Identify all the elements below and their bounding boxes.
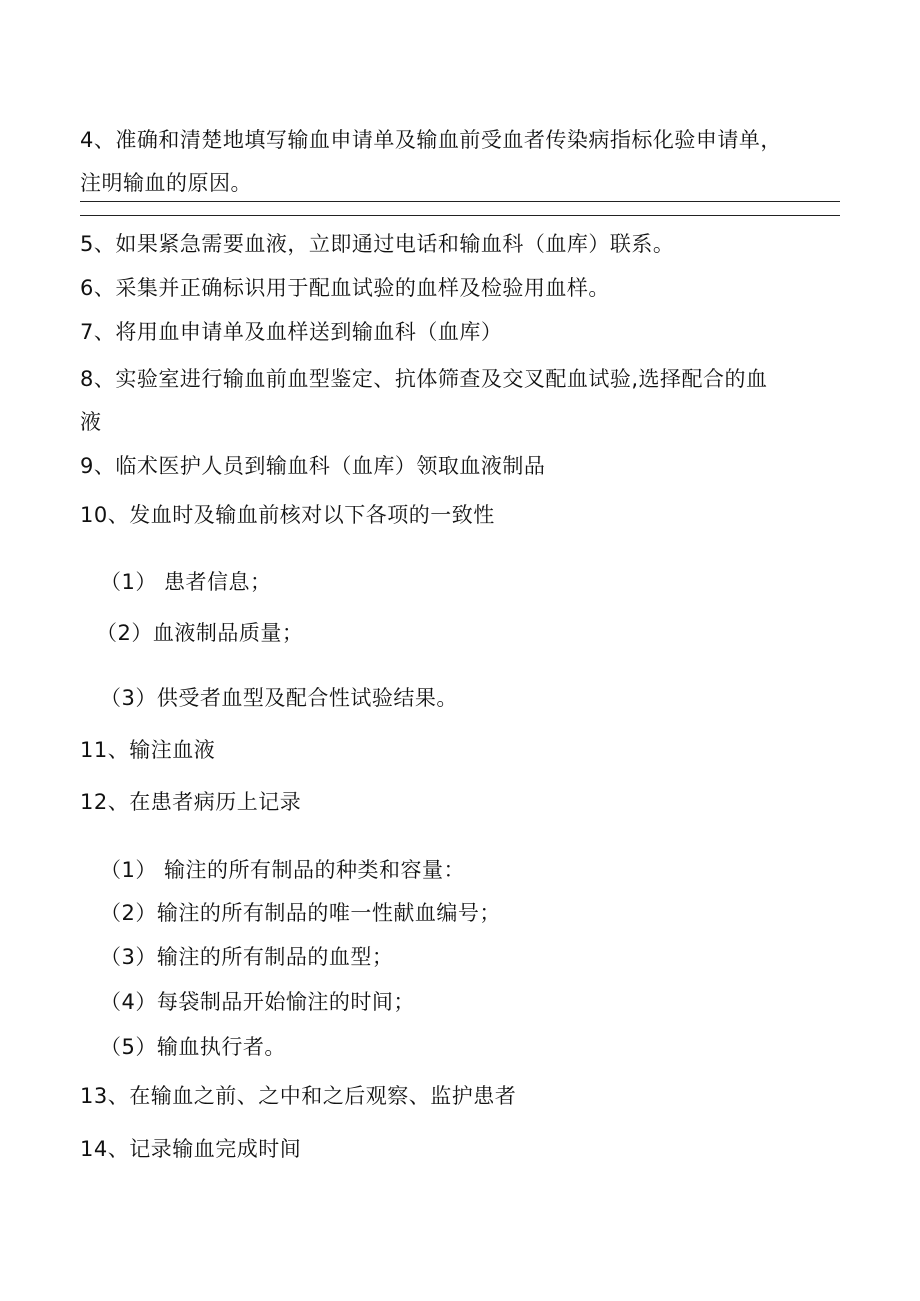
item-7: 7、将用血申请单及血样送到输血科（血库） — [80, 320, 503, 344]
item-9: 9、临术医护人员到输血科（血库）领取血液制品 — [80, 454, 546, 478]
item-12-sub-5: （5）输血执行者。 — [100, 1035, 286, 1059]
item-12-sub-3: （3）输注的所有制品的血型； — [100, 945, 394, 969]
item-4-line-1: 4、准确和清楚地填写输血申请单及输血前受血者传染病指标化验申请单， — [80, 128, 782, 152]
item-14: 14、记录输血完成时间 — [80, 1137, 302, 1161]
divider-top — [80, 201, 840, 202]
item-5: 5、如果紧急需要血液，立即通过电话和输血科（血库）联系。 — [80, 232, 675, 256]
item-13: 13、在输血之前、之中和之后观察、监护患者 — [80, 1084, 517, 1108]
item-11: 11、输注血液 — [80, 738, 216, 762]
item-10-sub-2: （2）血液制品质量； — [96, 621, 304, 645]
item-4-line-2: 注明输血的原因。 — [80, 171, 252, 195]
item-8-line-2: 液 — [80, 410, 102, 434]
item-12-sub-4: （4）每袋制品开始愉注的时间； — [100, 990, 415, 1014]
item-12-sub-2: （2）输注的所有制品的唯一性献血编号； — [100, 901, 501, 925]
item-8-line-1: 8、实验室进行输血前血型鉴定、抗体筛查及交叉配血试验,选择配合的血 — [80, 367, 768, 391]
item-12-sub-1: （1） 输注的所有制品的种类和容量： — [100, 858, 466, 882]
item-10: 10、发血时及输血前核对以下各项的一致性 — [80, 503, 495, 527]
item-6: 6、采集并正确标识用于配血试验的血样及检验用血样。 — [80, 276, 610, 300]
item-10-sub-3: （3）供受者血型及配合性试验结果。 — [100, 686, 458, 710]
divider-bottom — [80, 215, 840, 216]
item-12: 12、在患者病历上记录 — [80, 790, 302, 814]
item-10-sub-1: （1） 患者信息； — [100, 570, 272, 594]
